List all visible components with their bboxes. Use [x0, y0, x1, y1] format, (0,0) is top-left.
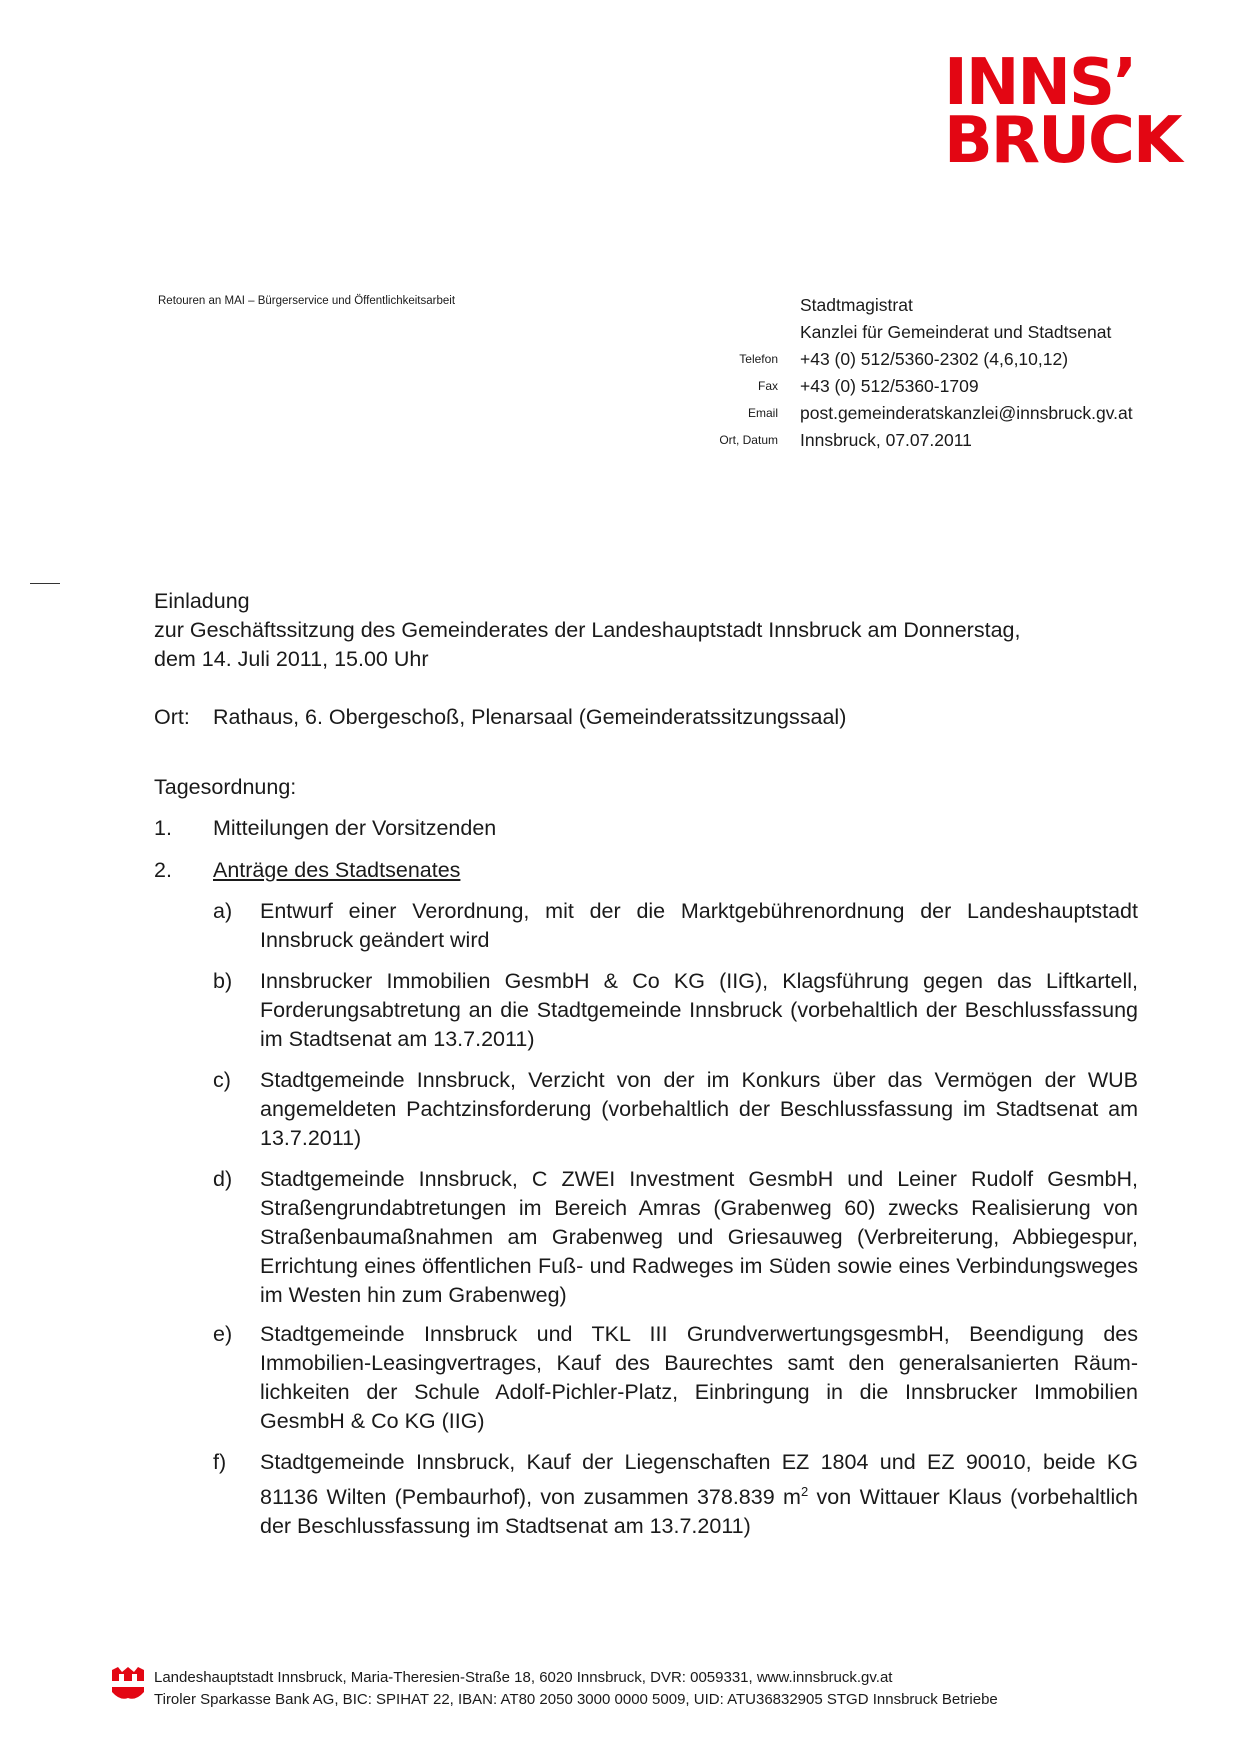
- innsbruck-coat-of-arms-icon: [110, 1666, 146, 1706]
- subitem-text: Stadtgemeinde Innsbruck, C ZWEI Investment GesmbH und Leiner Rudolf GesmbH, Straßengrundabtretungen im Bereich Amras (Grabenweg 60) zwecks Realisierung von Straßenbaumaßnahmen am Grabenweg und Griesauweg (Verbreiterung, Abbiegespur, Errichtung eines öffentlichen Fuß- und Radweges im Süden sowie eines Verbindungsweges im Westen hin zum Grabenweg): [260, 1167, 1138, 1307]
- subitem-letter: a): [213, 899, 233, 923]
- subitem-text: Entwurf einer Verordnung, mit der die Marktgebührenordnung der Landeshauptstadt Innsbruck geändert wird: [260, 899, 1138, 952]
- subitem-text: Stadtgemeinde Innsbruck, Verzicht von der im Konkurs über das Vermögen der WUB angemeldeten Pachtzinsforderung (vorbehaltlich der Beschlussfassung im Stadtsenat am 13.7.2011): [260, 1068, 1138, 1150]
- agenda-subitem: [213, 1165, 1138, 1310]
- subitem-letter: c): [213, 1068, 231, 1092]
- innsbruck-logo: [944, 46, 1194, 178]
- agenda-subitem: [213, 897, 1138, 955]
- agenda-item: [154, 814, 496, 843]
- agenda-subitem: [213, 1448, 1138, 1541]
- subitem-text: Innsbrucker Immobilien GesmbH & Co KG (IIG), Klagsführung gegen das Liftkartell, Forderungsabtretung an die Stadtgemeinde Innsbruck (vorbehaltlich der Beschlussfassung im Stadtsenat am 13.7.2011): [260, 969, 1138, 1051]
- agenda-subitem: [213, 1320, 1138, 1436]
- contact-labels: [640, 346, 778, 454]
- logo-line-2: BRUCK: [944, 104, 1181, 178]
- subitem-letter: d): [213, 1167, 233, 1191]
- location-line: [154, 703, 846, 732]
- return-address-line: Retouren an MAI – Bürgerservice und Öffentlichkeitsarbeit: [158, 295, 456, 307]
- subitem-text-part-1: Stadtgemeinde Innsbruck, Kauf der Liegenschaften EZ 1804 und EZ 90010, beide KG 81136 Wilten (Pembaurhof), von zusammen 378.839 m: [260, 1450, 1138, 1510]
- agenda-item-number: 2.: [154, 858, 172, 882]
- agenda-item-text: Mitteilungen der Vorsitzenden: [213, 816, 497, 840]
- subitem-text: Stadtgemeinde Innsbruck und TKL III GrundverwertungsgesmbH, Beendigung des Immobilien-Leasingvertrages, Kauf des Baurechtes samt den generalsanierten Räumlichkeiten der Schule Adolf-Pichler-Platz, Einbringung in die Innsbrucker Immobilien GesmbH & Co KG (IIG): [260, 1322, 1138, 1433]
- sender-department: Kanzlei für Gemeinderat und Stadtsenat: [800, 322, 1112, 342]
- location-label: Ort:: [154, 705, 190, 729]
- contact-label-email: Email: [747, 406, 778, 420]
- footer: [154, 1667, 998, 1711]
- invitation-line-3: dem 14. Juli 2011, 15.00 Uhr: [154, 647, 429, 671]
- contact-place-date: Innsbruck, 07.07.2011: [800, 430, 972, 450]
- contact-email[interactable]: post.gemeinderatskanzlei@innsbruck.gv.at: [800, 403, 1133, 423]
- contact-label-place-date: Ort, Datum: [719, 433, 778, 447]
- footer-line-1: Landeshauptstadt Innsbruck, Maria-Theresien-Straße 18, 6020 Innsbruck, DVR: 0059331, www.innsbruck.gv.at: [154, 1669, 893, 1686]
- contact-fax: +43 (0) 512/5360-1709: [800, 376, 979, 396]
- contact-label-phone: Telefon: [739, 352, 778, 366]
- subitem-letter: b): [213, 969, 233, 993]
- sender-block: [800, 292, 1111, 346]
- subitem-letter: e): [213, 1322, 233, 1346]
- subitem-text-part-2: von Wittauer Klaus (vorbehaltlich der Beschlussfassung im Stadtsenat am 13.7.2011): [260, 1485, 1138, 1539]
- contact-values: [800, 346, 1133, 454]
- subitem-text: [260, 1448, 1138, 1541]
- footer-line-2: Tiroler Sparkasse Bank AG, BIC: SPIHAT 22, IBAN: AT80 2050 3000 0000 5009, UID: ATU36832905 STGD Innsbruck Betriebe: [154, 1691, 998, 1708]
- contact-label-fax: Fax: [757, 379, 778, 393]
- subitem-letter: f): [213, 1450, 227, 1474]
- contact-phone: +43 (0) 512/5360-2302 (4,6,10,12): [800, 349, 1069, 369]
- area-superscript: 2: [800, 1484, 809, 1499]
- agenda-item-number: 1.: [154, 816, 172, 840]
- fold-mark: [30, 583, 60, 584]
- agenda-item: [154, 856, 460, 885]
- invitation-line-2: zur Geschäftssitzung des Gemeinderates der Landeshauptstadt Innsbruck am Donnerstag,: [154, 618, 1021, 642]
- logo-line-1: INNS’: [944, 46, 1136, 120]
- sender-org: Stadtmagistrat: [800, 295, 913, 315]
- agenda-heading: Tagesordnung:: [154, 775, 297, 799]
- agenda-item-text: Anträge des Stadtsenates: [213, 858, 461, 882]
- agenda-subitem: [213, 1066, 1138, 1153]
- agenda-subitem: [213, 967, 1138, 1054]
- location-value: Rathaus, 6. Obergeschoß, Plenarsaal (Gemeinderatssitzungssaal): [213, 705, 847, 729]
- invitation-line-1: Einladung: [154, 589, 250, 613]
- invitation-title: [154, 587, 1124, 674]
